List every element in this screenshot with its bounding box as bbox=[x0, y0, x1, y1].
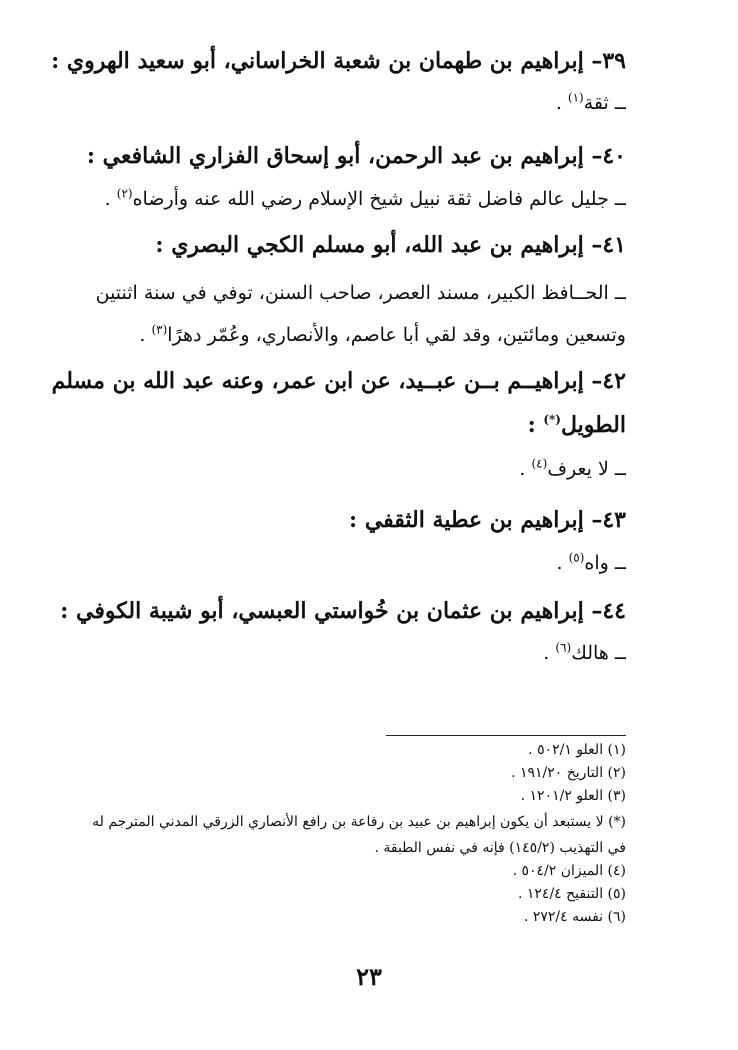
entry-text: ــ واه bbox=[584, 552, 626, 574]
footnote-divider bbox=[386, 735, 626, 736]
entry-39-heading: ٣٩– إبراهيم بن طهمان بن شعبة الخراساني، أبو سعيد الهروي : bbox=[51, 48, 626, 74]
footnote-ref: (٢) bbox=[116, 186, 133, 201]
entry-end: . bbox=[519, 458, 532, 480]
page-number: ٢٣ bbox=[356, 962, 382, 991]
footnote-ref: (٥) bbox=[568, 550, 585, 565]
footnote-ref: (١) bbox=[567, 90, 584, 105]
footnote-6: (٦) نفسه ٢٧٢/٤ . bbox=[523, 909, 626, 925]
entry-42-text bbox=[50, 458, 626, 480]
entry-43-heading: ٤٣– إبراهيم بن عطية الثقفي : bbox=[349, 507, 626, 533]
heading-end: : bbox=[527, 412, 544, 438]
entry-42-heading: ٤٢– إبراهيــم بــن عبــيد، عن ابن عمر، وعنه عبد الله بن مسلم bbox=[51, 368, 626, 394]
footnote-ref: (٦) bbox=[555, 640, 572, 655]
footnote-2: (٢) التاريخ ١٩١/٢٠ . bbox=[511, 765, 626, 781]
entry-end: . bbox=[556, 552, 569, 574]
entry-text: ــ لا يعرف bbox=[547, 458, 626, 480]
footnote-3: (٣) العلو ١٢٠١/٢ . bbox=[520, 788, 626, 804]
entry-text: ــ هالك bbox=[571, 642, 626, 664]
footnote-ref: (٤) bbox=[531, 456, 548, 471]
footnote-star: (*) لا يستبعد أن يكون إبراهيم بن عبيد بن رفاعة بن رافع الأنصاري الزرقي المدني المترجم له bbox=[92, 814, 626, 830]
entry-44-heading: ٤٤– إبراهيم بن عثمان بن خُواستي العبسي، أبو شيبة الكوفي : bbox=[60, 598, 626, 624]
footnote-ref: (٣) bbox=[151, 322, 168, 337]
entry-end: . bbox=[139, 324, 152, 346]
entry-43-text bbox=[50, 552, 626, 574]
entry-42-heading-continued bbox=[50, 412, 626, 438]
entry-41-heading: ٤١– إبراهيم بن عبد الله، أبو مسلم الكجي البصري : bbox=[155, 232, 626, 258]
entry-text: ــ ثقة bbox=[583, 92, 626, 114]
footnote-4: (٤) الميزان ٥٠٤/٢ . bbox=[512, 863, 626, 879]
entry-text: ــ جليل عالم فاضل ثقة نبيل شيخ الإسلام رضي الله عنه وأرضاه bbox=[132, 188, 626, 210]
entry-41-text-continued bbox=[50, 324, 626, 346]
footnote-ref: (*) bbox=[543, 412, 561, 427]
footnote-1: (١) العلو ٥٠٢/١ . bbox=[528, 742, 626, 758]
entry-44-text bbox=[50, 642, 626, 664]
entry-40-text bbox=[50, 188, 626, 210]
entry-end: . bbox=[543, 642, 556, 664]
entry-end: . bbox=[104, 188, 117, 210]
entry-39-text bbox=[50, 92, 626, 114]
footnote-star-continued: في التهذيب (١٤٥/٢) فإنه في نفس الطبقة . bbox=[374, 840, 626, 856]
entry-end: . bbox=[555, 92, 568, 114]
footnote-5: (٥) التنقيح ١٢٤/٤ . bbox=[517, 886, 626, 902]
entry-text: وتسعين ومائتين، وقد لقي أبا عاصم، والأنصاري، وعُمّر دهرًا bbox=[167, 324, 626, 346]
heading-text: الطويل bbox=[560, 412, 626, 438]
entry-40-heading: ٤٠– إبراهيم بن عبد الرحمن، أبو إسحاق الفزاري الشافعي : bbox=[86, 143, 626, 169]
entry-41-text: ــ الحــافظ الكبير، مسند العصر، صاحب السنن، توفي في سنة اثنتين bbox=[95, 282, 626, 304]
